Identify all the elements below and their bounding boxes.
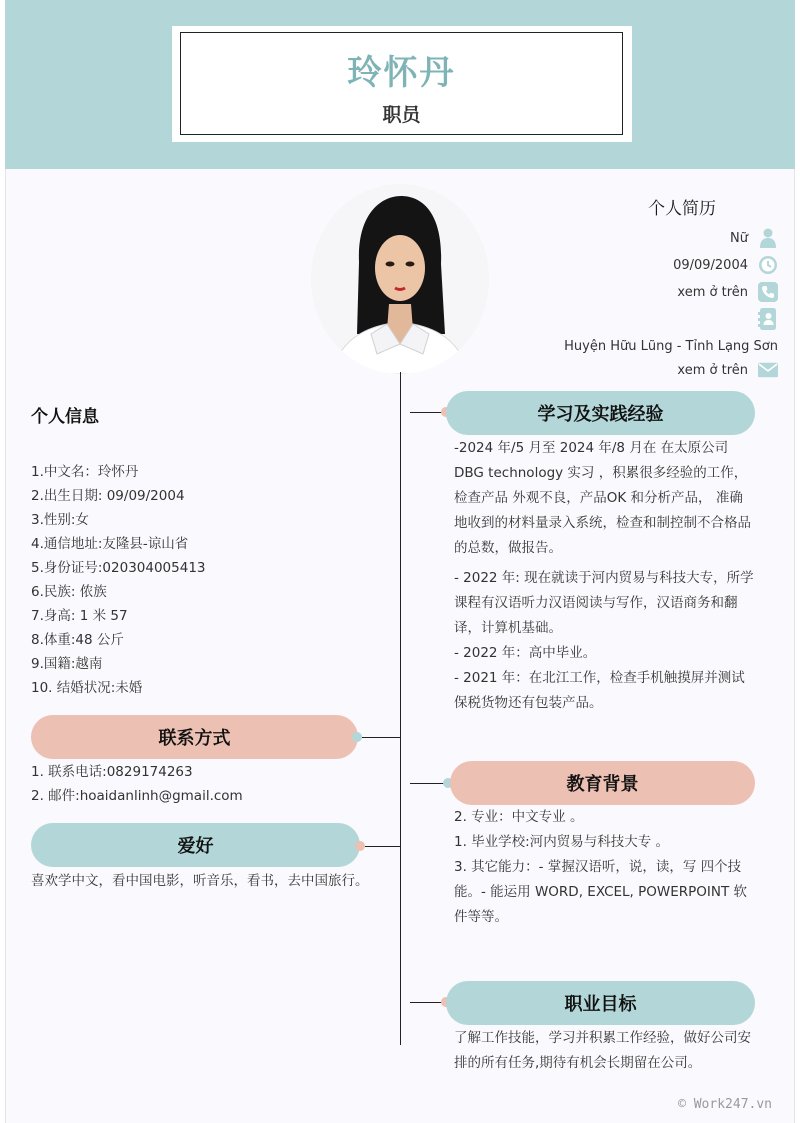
personal-info-list [31,460,206,700]
experience-paragraph: - 2022 年: 现在就读于河内贸易与科技大专，所学课程有汉语听力汉语阅读与写作，汉语商务和翻译，计算机基础。 [454,570,754,636]
name-frame [180,32,623,135]
experience-title: 学习及实践经验 [537,404,664,425]
career-goal-text: 了解工作技能，学习并积累工作经验，做好公司安排的所有任务,期待有机会长期留在公司。 [454,1030,751,1071]
contact-gender-row [730,227,778,249]
contact-methods-title: 联系方式 [158,728,231,749]
career-goal-title: 职业目标 [564,994,637,1015]
list-item: 9.国籍:越南 [31,656,103,672]
contact-card-icon [758,309,778,329]
timeline-connector [365,846,400,847]
contact-methods-list [31,760,243,808]
list-item: 1.中文名：玲怀丹 [31,464,139,480]
timeline-node [355,841,365,851]
education-header [450,761,755,805]
contact-phone-row [677,281,778,303]
contact-email-row [677,359,778,381]
email-text: xem ở trên [677,362,748,378]
hobbies-header [31,823,360,867]
education-paragraph: 3. 其它能力：- 掌握汉语听，说，读，写 四个技能。- 能运用 WORD, EXCEL, POWERPOINT 软件等等。 [454,859,748,925]
address-text: Huyện Hữu Lũng - Tỉnh Lạng Sơn [564,338,778,354]
career-goal-header [446,981,755,1025]
experience-content [454,436,754,716]
clock-icon [758,255,778,275]
experience-header [446,391,755,435]
experience-paragraph: - 2022 年：高中毕业。 [454,645,597,661]
education-title: 教育背景 [566,774,639,795]
list-item: 2. 邮件:hoaidanlinh@gmail.com [31,788,243,804]
list-item: 4.通信地址:友隆县-谅山省 [31,536,189,552]
phone-text: xem ở trên [677,284,748,300]
timeline-connector [362,737,400,738]
candidate-name: 玲怀丹 [347,53,456,93]
timeline-connector [410,783,446,784]
experience-paragraph: -2024 年/5 月至 2024 年/8 月在 在太原公司 DBG technology 实习 ，积累很多经验的工作，检查产品 外观不良，产品OK 和分析产品， 准确地收到的材料量录入系统，检查和制控制不合格品的总数，做报告。 [454,440,751,556]
list-item: 3.性别:女 [31,512,89,528]
list-item: 2.出生日期: 09/09/2004 [31,488,185,504]
birthday-text: 09/09/2004 [673,257,748,273]
education-paragraph: 1. 毕业学校:河内贸易与科技大专 。 [454,834,670,850]
education-content [454,805,754,930]
name-card [172,26,632,142]
education-paragraph: 2. 专业：中文专业 。 [454,809,584,825]
experience-paragraph: - 2021 年：在北江工作，检查手机触摸屏并测试保税货物还有包装产品。 [454,670,745,711]
contact-methods-header [31,715,358,759]
person-icon [758,228,778,248]
job-title: 职员 [382,104,421,126]
contact-address-row [564,335,778,357]
gender-text: Nữ [730,230,748,246]
timeline-divider [400,372,401,1045]
list-item: 5.身份证号:020304005413 [31,560,206,576]
list-item: 1. 联系电话:0829174263 [31,764,193,780]
list-item: 8.体重:48 公斤 [31,632,124,648]
contact-birthday-row [673,254,778,276]
resume-label: 个人简历 [648,199,716,219]
list-item: 7.身高: 1 米 57 [31,608,128,624]
list-item: 10. 结婚状况:未婚 [31,680,143,696]
list-item: 6.民族: 侬族 [31,584,107,600]
personal-info-title: 个人信息 [31,407,99,427]
hobbies-title: 爱好 [177,836,214,857]
hobbies-text: 喜欢学中文，看中国电影，听音乐，看书，去中国旅行。 [31,873,369,889]
footer-watermark: © Work247.vn [678,1097,772,1112]
timeline-node [352,732,362,742]
profile-photo [311,184,489,374]
contact-card-row [748,308,778,330]
phone-icon [758,282,778,302]
mail-icon [758,360,778,380]
